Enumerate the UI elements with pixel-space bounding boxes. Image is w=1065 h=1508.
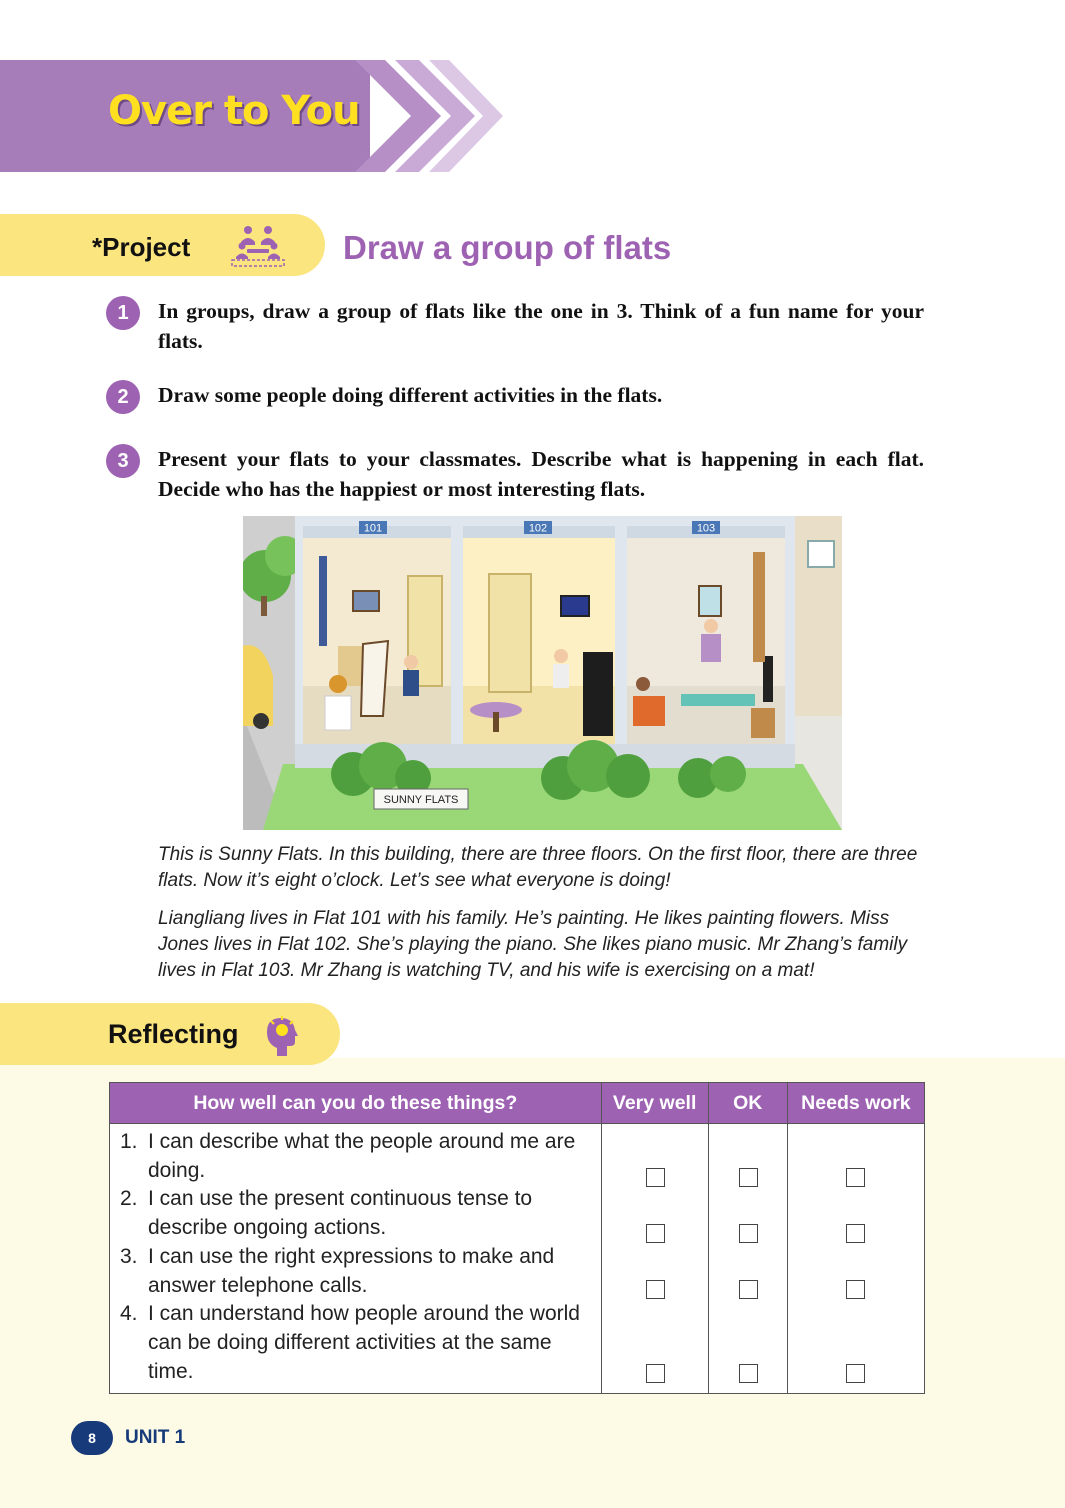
unit-label: UNIT 1 xyxy=(125,1427,186,1448)
page-number: 8 xyxy=(71,1421,113,1455)
checkbox-needs-work-3[interactable] xyxy=(846,1280,865,1299)
list-item: 1. I can describe what the people around me are doing. xyxy=(120,1130,576,1182)
list-item: 3. I can use the right expressions to make and answer telephone calls. xyxy=(120,1244,555,1297)
needs-work-column xyxy=(787,1124,924,1394)
checkbox-very-well-1[interactable] xyxy=(646,1168,665,1187)
table-header: OK xyxy=(708,1083,787,1124)
ok-column xyxy=(708,1124,787,1394)
very-well-column xyxy=(601,1124,708,1394)
flat-label: 102 xyxy=(528,522,548,535)
checkbox-very-well-4[interactable] xyxy=(646,1364,665,1383)
step-text: Present your flats to your classmates. Describe what is happening in each flat. Decide who has the happiest or most interesting flats. xyxy=(158,447,924,501)
items-cell xyxy=(110,1124,602,1394)
table-header: Needs work xyxy=(787,1083,924,1124)
checkbox-ok-3[interactable] xyxy=(739,1280,758,1299)
caption-paragraph: Liangliang lives in Flat 101 with his family. He’s painting. He likes painting flowers. Miss Jones lives in Flat 102. She’s playing the piano. She likes piano music. Mr Zhang’s family lives in Flat 103. Mr Zhang is watching TV, and his wife is exercising on a mat! xyxy=(158,908,908,981)
can-do-list xyxy=(110,1124,601,1392)
section-title: Over to You xyxy=(108,88,360,134)
step-1 xyxy=(106,296,936,358)
group-work-icon xyxy=(229,224,287,268)
flat-label: 103 xyxy=(696,522,716,535)
project-title: Draw a group of flats xyxy=(343,229,672,266)
list-item: 4. I can understand how people around the world can be doing different activities at the same time. xyxy=(120,1302,580,1383)
step-number: 1 xyxy=(106,296,140,330)
list-item: 2. I can use the present continuous tense to describe ongoing actions. xyxy=(120,1187,533,1240)
table-header: Very well xyxy=(601,1083,708,1124)
checkbox-ok-4[interactable] xyxy=(739,1364,758,1383)
sunny-flats-illustration xyxy=(243,516,842,830)
caption-paragraph: This is Sunny Flats. In this building, there are three floors. On the first floor, there are three flats. Now it’s eight o’clock. Let’s see what everyone is doing! xyxy=(158,844,918,891)
lightbulb-head-icon xyxy=(263,1012,303,1058)
self-assessment-table xyxy=(109,1082,925,1394)
step-number: 3 xyxy=(106,444,140,478)
flat-label: 101 xyxy=(363,522,383,535)
sunny-flats-sign: SUNNY FLATS xyxy=(383,794,459,806)
chevrons-decoration xyxy=(355,60,505,172)
checkbox-ok-1[interactable] xyxy=(739,1168,758,1187)
step-2 xyxy=(106,380,936,414)
table-header: How well can you do these things? xyxy=(110,1083,602,1124)
checkbox-needs-work-1[interactable] xyxy=(846,1168,865,1187)
checkbox-ok-2[interactable] xyxy=(739,1224,758,1243)
step-text: Draw some people doing different activities in the flats. xyxy=(158,383,663,407)
step-text: In groups, draw a group of flats like the one in 3. Think of a fun name for your flats. xyxy=(158,299,924,353)
checkbox-very-well-2[interactable] xyxy=(646,1224,665,1243)
project-label: *Project xyxy=(92,232,191,262)
checkbox-needs-work-2[interactable] xyxy=(846,1224,865,1243)
checkbox-needs-work-4[interactable] xyxy=(846,1364,865,1383)
reflecting-label: Reflecting xyxy=(108,1019,239,1049)
step-number: 2 xyxy=(106,380,140,414)
checkbox-very-well-3[interactable] xyxy=(646,1280,665,1299)
step-3 xyxy=(106,444,936,506)
